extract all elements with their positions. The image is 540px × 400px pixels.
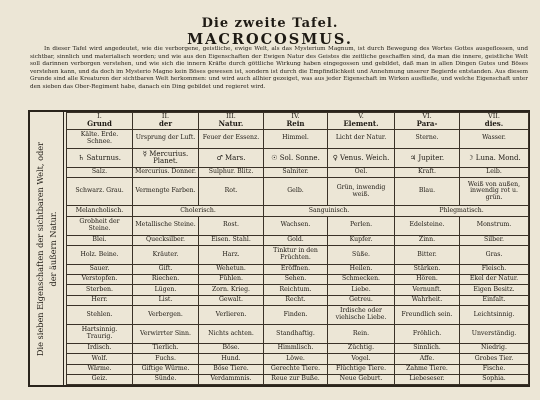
table-cell: V.: [328, 113, 395, 120]
table-cell: Gewalt.: [199, 295, 264, 305]
table-cell: Fühlen.: [199, 275, 264, 285]
table-cell: Lügen.: [133, 285, 199, 295]
roman-numeral-row: [67, 113, 529, 120]
table-cell: Unverständig.: [460, 324, 529, 343]
table-cell: Gift.: [133, 264, 199, 274]
table-cell: Verwirrter Sinn.: [133, 324, 199, 343]
table-cell: Grobes Tier.: [460, 354, 529, 364]
table-cell: Böse.: [199, 344, 264, 354]
temperament-cell: Melancholisch.: [67, 206, 133, 216]
table-cell: ☽ Luna. Mond.: [460, 148, 529, 167]
table-row: [67, 295, 529, 305]
table-cell: Zinn.: [395, 235, 460, 245]
table-cell: Löwe.: [264, 354, 328, 364]
table-cell: Freundlich sein.: [395, 305, 460, 324]
temperament-row: [67, 206, 529, 216]
table-row: [67, 216, 529, 235]
table-cell: Nichts achten.: [199, 324, 264, 343]
table-cell: ☉ Sol. Sonne.: [264, 148, 328, 167]
table-cell: Mercurius. Donner.: [133, 168, 199, 178]
table-cell: Vogel.: [328, 354, 395, 364]
temperament-cell: Phlegmatisch.: [395, 206, 529, 216]
table-row: [67, 285, 529, 295]
table-cell: Irdische oder viehische Liebe.: [328, 305, 395, 324]
table-number-title: Die zweite Tafel.: [201, 16, 339, 31]
table-cell: Leib.: [460, 168, 529, 178]
table-row: [67, 364, 529, 374]
table-cell: Kupfer.: [328, 235, 395, 245]
page-title: MACROCOSMUS.: [187, 31, 353, 48]
table-cell: ♂ Mars.: [199, 148, 264, 167]
table-cell: Stehlen.: [67, 305, 133, 324]
table-cell: Recht.: [264, 295, 328, 305]
table-cell: Licht der Natur.: [328, 129, 395, 148]
table-cell: Grund: [67, 120, 133, 130]
table-cell: List.: [133, 295, 199, 305]
table-cell: Perlen.: [328, 216, 395, 235]
table-cell: Himmlisch.: [264, 344, 328, 354]
table-cell: Oel.: [328, 168, 395, 178]
table-cell: Sünde.: [133, 374, 199, 384]
table-cell: Weiß von außen, inwendig rot u. grün.: [460, 178, 529, 206]
temperament-cell: Cholerisch.: [133, 206, 264, 216]
table-cell: Fische.: [460, 364, 529, 374]
table-cell: Wärme.: [67, 364, 133, 374]
table-cell: Monstrum.: [460, 216, 529, 235]
table-cell: Eigen Besitz.: [460, 285, 529, 295]
table-cell: Vermengte Farben.: [133, 178, 199, 206]
table-cell: Eisen. Stahl.: [199, 235, 264, 245]
table-cell: Silber.: [460, 235, 529, 245]
table-cell: Para-: [395, 120, 460, 130]
table-cell: Herr.: [67, 295, 133, 305]
table-cell: Natur.: [199, 120, 264, 130]
table-row: [67, 245, 529, 264]
table-cell: Affe.: [395, 354, 460, 364]
table-cell: Wehetun.: [199, 264, 264, 274]
table-cell: Element.: [328, 120, 395, 130]
table-cell: Einfalt.: [460, 295, 529, 305]
table-cell: Tinktur in den Früchten.: [264, 245, 328, 264]
table-row: [67, 178, 529, 206]
table-cell: Reichtum.: [264, 285, 328, 295]
table-cell: Sehen.: [264, 275, 328, 285]
table-cell: Liebe.: [328, 285, 395, 295]
table-cell: IV.: [264, 113, 328, 120]
table-cell: Schmecken.: [328, 275, 395, 285]
temperament-cell: Sanguinisch.: [264, 206, 395, 216]
table-cell: dies.: [460, 120, 529, 130]
table-cell: Ursprung der Luft.: [133, 129, 199, 148]
side-caption: [30, 112, 64, 385]
table-cell: Blei.: [67, 235, 133, 245]
table-cell: Zahme Tiere.: [395, 364, 460, 374]
table-cell: Metallische Steine.: [133, 216, 199, 235]
table-cell: Gerechte Tiere.: [264, 364, 328, 374]
table-cell: Rein: [264, 120, 328, 130]
side-caption-line1: Die sieben Eigenschaften der sichtbaren Welt, oder: [34, 141, 45, 356]
table-cell: Wasser.: [460, 129, 529, 148]
table-cell: Sterne.: [395, 129, 460, 148]
table-row: [67, 354, 529, 364]
table-cell: Hartsinnig. Traurig.: [67, 324, 133, 343]
table-row: [67, 374, 529, 384]
table-cell: Wolf.: [67, 354, 133, 364]
table-cell: Neue Geburt.: [328, 374, 395, 384]
table-cell: Getreu.: [328, 295, 395, 305]
header-row: [67, 120, 529, 130]
table-cell: ♀ Venus. Weich.: [328, 148, 395, 167]
macrocosmus-table: [66, 112, 529, 385]
table-cell: Verbergen.: [133, 305, 199, 324]
table-cell: Geiz.: [67, 374, 133, 384]
table-cell: Züchtig.: [328, 344, 395, 354]
table-cell: VII.: [460, 113, 529, 120]
table-row: [67, 168, 529, 178]
table-cell: Kraft.: [395, 168, 460, 178]
table-cell: Verlieren.: [199, 305, 264, 324]
table-cell: Gras.: [460, 245, 529, 264]
table-cell: Sinnlich.: [395, 344, 460, 354]
table-cell: Heilen.: [328, 264, 395, 274]
table-cell: Niedrig.: [460, 344, 529, 354]
table-cell: Eröffnen.: [264, 264, 328, 274]
table-cell: Rein.: [328, 324, 395, 343]
table-cell: Kräuter.: [133, 245, 199, 264]
table-cell: der: [133, 120, 199, 130]
table-cell: Bitter.: [395, 245, 460, 264]
table-cell: Fuchs.: [133, 354, 199, 364]
table-cell: Riechen.: [133, 275, 199, 285]
table-cell: Edelsteine.: [395, 216, 460, 235]
table-cell: Rost.: [199, 216, 264, 235]
table-cell: Böse Tiere.: [199, 364, 264, 374]
table-cell: Flüchtige Tiere.: [328, 364, 395, 374]
planet-row: [67, 148, 529, 167]
table-cell: ♄ Saturnus.: [67, 148, 133, 167]
table-cell: Sauer.: [67, 264, 133, 274]
table-cell: Sophia.: [460, 374, 529, 384]
table-cell: Wahrheit.: [395, 295, 460, 305]
table-cell: Wachsen.: [264, 216, 328, 235]
table-cell: ♃ Jupiter.: [395, 148, 460, 167]
table-cell: Irdisch.: [67, 344, 133, 354]
table-cell: Salz.: [67, 168, 133, 178]
table-cell: Quecksilber.: [133, 235, 199, 245]
table-row: [67, 235, 529, 245]
table-cell: Sterben.: [67, 285, 133, 295]
table-row: [67, 344, 529, 354]
table-cell: Standhaftig.: [264, 324, 328, 343]
table-cell: III.: [199, 113, 264, 120]
table-row: [67, 129, 529, 148]
table-cell: Grün, inwendig weiß.: [328, 178, 395, 206]
table-cell: Schwarz. Grau.: [67, 178, 133, 206]
table-cell: Hund.: [199, 354, 264, 364]
table-cell: Himmel.: [264, 129, 328, 148]
table-cell: Sulphur. Blitz.: [199, 168, 264, 178]
table-cell: Tierlich.: [133, 344, 199, 354]
table-cell: ☿ Mercurius. Planet.: [133, 148, 199, 167]
table-cell: VI.: [395, 113, 460, 120]
table-cell: Finden.: [264, 305, 328, 324]
table-cell: Grobheit der Steine.: [67, 216, 133, 235]
table-cell: I.: [67, 113, 133, 120]
table-cell: Leichtsinnig.: [460, 305, 529, 324]
side-caption-text: [34, 114, 60, 384]
table-cell: Fröhlich.: [395, 324, 460, 343]
table-cell: Verdammnis.: [199, 374, 264, 384]
table-cell: Holz. Beine.: [67, 245, 133, 264]
table-row: [67, 275, 529, 285]
side-caption-line2: der äußern Natur.: [47, 210, 58, 287]
table-cell: II.: [133, 113, 199, 120]
table-cell: Vernunft.: [395, 285, 460, 295]
table-cell: Fleisch.: [460, 264, 529, 274]
intro-text: In dieser Tafel wird angedeutet, wie die verborgene, geistliche, ewige Welt, als das Mysterium Magnum, ist durch Bewegung des Wortes Gottes ausgeflossen, und sichtbar, sinnlich und materialisch worden; und wie aus den Eigenschaften der Ewigen Natur des Geistes die zeitliche geschaffen sind, da man die innere, geistliche Welt soll darinnen verborgen verstehen, und wie sich die innern Kräfte durch göttliche Wirkung haben eingegossen und gebildet, daß man in allen Dingen Gutes und Böses verstehen kann, und da doch im Mysterio Magno kein Böses gewesen ist, sondern ist durch die Empfindlichkeit und Annehmung unserer Begierde entstanden. Aus diesem Grunde sind alle Kreaturen der sichtbaren Welt herkommen: und wird auch allhier gezeiget, was aus jeder Eigenschaft im Wirken ausfließe, und welche Eigenschaft unter den sieben das Ober-Regiment habe, danach ein Ding gebildet und regieret wird.: [30, 46, 528, 90]
table-cell: Gelb.: [264, 178, 328, 206]
table-cell: Kälte. Erde. Schnee.: [67, 129, 133, 148]
table-cell: Ekel der Natur.: [460, 275, 529, 285]
table-row: [67, 264, 529, 274]
table-cell: Süße.: [328, 245, 395, 264]
table-row: [67, 324, 529, 343]
table-cell: Reue zur Buße.: [264, 374, 328, 384]
table-row: [67, 305, 529, 324]
table-cell: Gold.: [264, 235, 328, 245]
table-cell: Feuer der Essenz.: [199, 129, 264, 148]
table-cell: Blau.: [395, 178, 460, 206]
table-cell: Liebeseser.: [395, 374, 460, 384]
table-cell: Stärken.: [395, 264, 460, 274]
table-cell: Salniter.: [264, 168, 328, 178]
table-cell: Rot.: [199, 178, 264, 206]
table-cell: Giftige Würme.: [133, 364, 199, 374]
table-cell: Hören.: [395, 275, 460, 285]
table-cell: Zorn. Krieg.: [199, 285, 264, 295]
intro-paragraph: [30, 46, 528, 108]
table-cell: Verstopfen.: [67, 275, 133, 285]
table-cell: Harz.: [199, 245, 264, 264]
